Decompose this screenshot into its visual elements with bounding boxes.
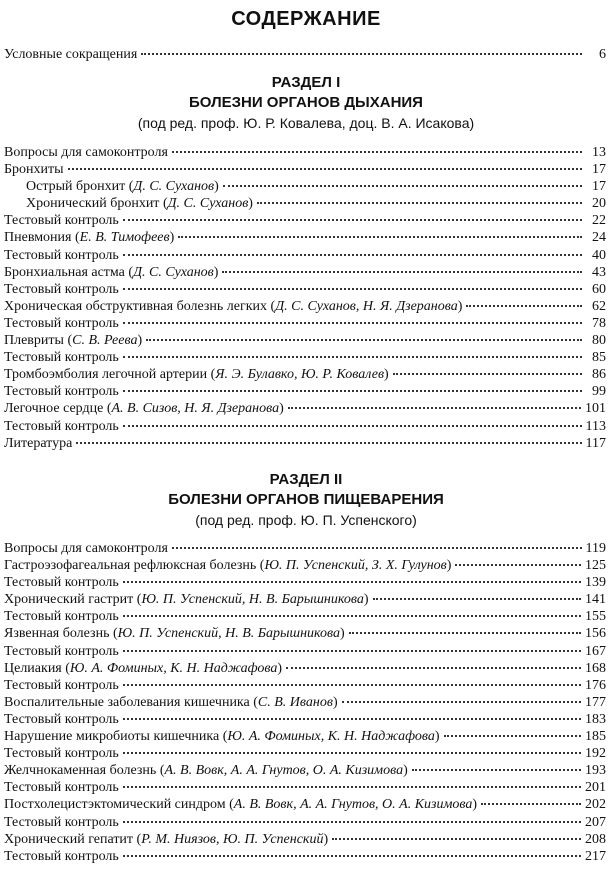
dot-leader — [444, 735, 581, 737]
toc-entry-title: Тестовый контроль — [4, 848, 119, 864]
toc-entry-text — [4, 315, 119, 332]
toc-entry-title: Тестовый контроль — [4, 418, 119, 434]
toc-page-number: 177 — [585, 694, 606, 710]
toc-entry[interactable] — [4, 281, 606, 298]
dot-leader — [123, 615, 581, 617]
toc-entry-text: Целиакия (Ю. А. Фоминых, К. Н. Наджафова) — [4, 660, 283, 676]
toc-entry-title: Тестовый контроль — [4, 247, 119, 263]
toc-entry-text: Язвенная болезнь (Ю. П. Успенский, Н. В. Барышникова) — [4, 626, 345, 642]
toc-entry-text: Пневмония (Е. В. Тимофеев) — [4, 230, 175, 246]
toc-entry-author: Ю. П. Успенский, Н. В. Барышникова — [141, 592, 364, 608]
dot-leader — [393, 373, 582, 375]
dot-leader — [286, 667, 581, 669]
toc-page-number: 183 — [585, 711, 606, 727]
dot-leader — [123, 219, 582, 221]
dot-leader — [123, 390, 582, 392]
section-2-title: БОЛЕЗНИ ОРГАНОВ ПИЩЕВАРЕНИЯ — [168, 491, 444, 508]
dot-leader — [178, 236, 582, 238]
toc-page-number: 201 — [585, 780, 606, 796]
toc-entry[interactable] — [4, 298, 606, 315]
toc-entry-author: Ю. П. Успенский, З. Х. Гулунов — [264, 558, 447, 574]
dot-leader — [412, 769, 581, 771]
toc-page-number: 155 — [585, 609, 606, 625]
toc-entry-title: Плевриты — [4, 333, 64, 349]
toc-entry[interactable] — [4, 796, 606, 813]
toc-entry-title: Хроническая обструктивная болезнь легких — [4, 298, 268, 314]
toc-entry[interactable] — [4, 418, 606, 435]
toc-page-number: 185 — [585, 729, 606, 745]
dot-leader — [123, 752, 581, 754]
toc-entry-author: А. В. Вовк, А. А. Гнутов, О. А. Кизимова — [233, 797, 473, 813]
toc-entry-title: Воспалительные заболевания кишечника — [4, 694, 250, 710]
toc-page-number: 40 — [592, 247, 606, 263]
dot-leader — [123, 718, 581, 720]
toc-entry-author: Е. В. Тимофеев — [79, 230, 170, 246]
toc-entry-author: Р. М. Ниязов, Ю. П. Успенский — [141, 831, 324, 847]
toc-page-number: 167 — [585, 643, 606, 659]
toc-entry[interactable] — [4, 229, 606, 246]
toc-entry[interactable] — [4, 831, 606, 848]
toc-entry-text — [4, 677, 119, 694]
toc-entry-text — [4, 745, 119, 762]
toc-entry[interactable] — [4, 608, 606, 625]
toc-entry-title: Тестовый контроль — [4, 281, 119, 297]
toc-entry-title: Бронхиты — [4, 162, 64, 178]
toc-page-number: 217 — [585, 848, 606, 864]
toc-entry[interactable] — [4, 315, 606, 332]
toc-entry-text: Нарушение микробиоты кишечника (Ю. А. Фоминых, К. Н. Наджафова) — [4, 729, 440, 745]
toc-entry-author: Ю. А. Фоминых, К. Н. Наджафова — [227, 729, 435, 745]
toc-entry[interactable] — [4, 625, 606, 642]
toc-entry-title: Вопросы для самоконтроля — [4, 541, 168, 556]
section-2-label: РАЗДЕЛ II — [269, 471, 343, 488]
toc-entry-title: Тестовый контроль — [4, 575, 119, 591]
toc-entry-title: Тромбоэмболия легочной артерии — [4, 367, 208, 383]
dot-leader — [223, 185, 582, 187]
toc-entry[interactable] — [4, 762, 606, 779]
toc-entry-text: Острый бронхит (Д. С. Суханов) — [26, 179, 219, 195]
toc-entry-author: Д. С. Суханов, Н. Я. Дзеранова — [275, 298, 458, 314]
toc-entry-author: С. В. Иванов — [257, 694, 333, 710]
toc-entry[interactable] — [4, 728, 606, 745]
toc-entry[interactable] — [4, 144, 606, 161]
toc-entry-text: Желчнокаменная болезнь (А. В. Вовк, А. А. Гнутов, О. А. Кизимова) — [4, 763, 408, 779]
toc-entry[interactable] — [4, 574, 606, 591]
toc-entry-title: Пневмония — [4, 230, 72, 246]
toc-entry[interactable] — [4, 660, 606, 677]
toc-page-number: 113 — [585, 418, 606, 434]
toc-entry-text: Хронический гепатит (Р. М. Ниязов, Ю. П. Успенский) — [4, 831, 329, 847]
toc-entry-text: Воспалительные заболевания кишечника (С. В. Иванов) — [4, 694, 338, 710]
toc-entry-text: Хронический гастрит (Ю. П. Успенский, Н. В. Барышникова) — [4, 592, 369, 608]
toc-entry[interactable] — [4, 848, 606, 865]
dot-leader — [481, 803, 581, 805]
toc-entry-text: Плевриты (С. В. Реева) — [4, 333, 143, 349]
dot-leader — [332, 838, 581, 840]
toc-page-number: 80 — [592, 333, 606, 349]
toc-entry[interactable] — [4, 694, 606, 711]
toc-entry-title: Острый бронхит — [26, 179, 126, 195]
dot-leader — [76, 442, 581, 444]
toc-entry-author: Д. С. Суханов — [133, 179, 215, 195]
toc-entry[interactable] — [4, 779, 606, 796]
toc-entry-text: Постхолецистэктомический синдром (А. В. Вовк, А. А. Гнутов, О. А. Кизимова) — [4, 797, 478, 813]
toc-page-number: 207 — [585, 814, 606, 830]
dot-leader — [123, 288, 582, 290]
toc-entry-text — [4, 418, 119, 435]
toc-page-number: 78 — [592, 315, 606, 331]
toc-entry-text: Легочное сердце (А. В. Сизов, Н. Я. Дзеранова) — [4, 401, 284, 417]
toc-entry-title: Постхолецистэктомический синдром — [4, 797, 226, 813]
toc-page-number: 62 — [592, 298, 606, 314]
dot-leader — [123, 322, 582, 324]
toc-page-number: 119 — [585, 541, 606, 556]
toc-entry-text — [4, 247, 119, 264]
toc-entry-text — [4, 349, 119, 366]
toc-page-number: 176 — [585, 677, 606, 693]
toc-entry[interactable] — [4, 435, 606, 452]
toc-entry[interactable] — [4, 643, 606, 660]
toc-page-number: 99 — [592, 384, 606, 400]
toc-page-number: 208 — [585, 831, 606, 847]
dot-leader — [172, 151, 582, 153]
toc-entry-text: Бронхиальная астма (Д. С. Суханов) — [4, 264, 219, 280]
toc-page-number: 156 — [585, 626, 606, 642]
toc-entry-title: Тестовый контроль — [4, 643, 119, 659]
toc-entry-author: Д. С. Суханов — [167, 196, 249, 212]
toc-entry-title: Тестовый контроль — [4, 315, 119, 331]
toc-entry[interactable] — [4, 161, 606, 178]
toc-page-number: 141 — [585, 592, 606, 608]
section-1-editors: (под ред. проф. Ю. Р. Ковалева, доц. В. А. Исакова) — [137, 115, 475, 131]
toc-entry-author: Д. С. Суханов — [133, 264, 214, 280]
toc-entry-text: Хроническая обструктивная болезнь легких (Д. С. Суханов, Н. Я. Дзеранова) — [4, 298, 463, 314]
toc-page-number: 43 — [592, 264, 606, 280]
dot-leader — [349, 632, 581, 634]
abbreviations-list — [4, 46, 606, 63]
toc-page-number: 24 — [592, 230, 606, 246]
toc-entry-title: Хронический бронхит — [26, 196, 160, 212]
toc-entry-title: Бронхиальная астма — [4, 264, 125, 280]
toc-entry-title: Язвенная болезнь — [4, 626, 110, 642]
dot-leader — [123, 684, 581, 686]
toc-entry-title: Желчнокаменная болезнь — [4, 763, 157, 779]
dot-leader — [123, 254, 582, 256]
toc-entry[interactable] — [4, 383, 606, 400]
toc-entry-text: Гастроэзофагеальная рефлюксная болезнь (Ю. П. Успенский, З. Х. Гулунов) — [4, 558, 452, 574]
toc-entry-title: Тестовый контроль — [4, 609, 119, 625]
toc-page-number: 20 — [592, 196, 606, 212]
toc-entry[interactable] — [4, 247, 606, 264]
toc-entry[interactable] — [4, 195, 606, 212]
toc-page-number: 86 — [592, 367, 606, 383]
dot-leader — [123, 425, 582, 427]
toc-page-number: 168 — [585, 660, 606, 676]
toc-entry-title: Вопросы для самоконтроля — [4, 145, 168, 160]
toc-entry[interactable] — [4, 677, 606, 694]
toc-entry[interactable] — [4, 400, 606, 417]
toc-entry-author: Я. Э. Булавко, Ю. Р. Ковалев — [215, 367, 385, 383]
toc-entry-title: Тестовый контроль — [4, 677, 119, 693]
toc-entry-text — [4, 643, 119, 660]
toc-entry[interactable] — [4, 332, 606, 349]
toc-entry-text — [4, 435, 72, 452]
toc-entry-text — [4, 540, 168, 557]
toc-page-number: 17 — [592, 162, 606, 178]
toc-entry-title: Тестовый контроль — [4, 780, 119, 796]
dot-leader — [123, 650, 581, 652]
toc-entry-text: Условные сокращения — [4, 47, 138, 62]
toc-entry-title: Нарушение микробиоты кишечника — [4, 729, 220, 745]
toc-entry[interactable] — [4, 212, 606, 229]
toc-entry[interactable] — [4, 557, 606, 574]
toc-entry-author: А. В. Вовк, А. А. Гнутов, О. А. Кизимова — [164, 763, 404, 779]
toc-entry-author: А. В. Сизов, Н. Я. Дзеранова — [111, 401, 280, 417]
toc-page-number: 202 — [585, 797, 606, 813]
toc-entry-text — [4, 383, 119, 400]
toc-entry-text — [4, 161, 64, 178]
toc-entry-title: Тестовый контроль — [4, 814, 119, 830]
toc-page-number: 139 — [585, 575, 606, 591]
dot-leader — [146, 339, 582, 341]
toc-page-number: 22 — [592, 213, 606, 229]
toc-page-number: 125 — [585, 558, 606, 574]
toc-entry-text — [4, 574, 119, 591]
dot-leader — [222, 271, 582, 273]
toc-entry-title: Тестовый контроль — [4, 384, 119, 400]
toc-page-number: 101 — [585, 401, 606, 417]
dot-leader — [455, 564, 581, 566]
toc-entry-abbreviations[interactable] — [4, 46, 606, 63]
section-1-title: БОЛЕЗНИ ОРГАНОВ ДЫХАНИЯ — [189, 94, 423, 111]
toc-entry-text — [4, 608, 119, 625]
toc-entry-author: С. В. Реева — [72, 333, 138, 349]
toc-entry-title: Тестовый контроль — [4, 213, 119, 229]
toc-entry[interactable] — [4, 745, 606, 762]
toc-entry-text — [4, 711, 119, 728]
section-2-editors: (под ред. проф. Ю. П. Успенского) — [195, 512, 417, 528]
toc-entry[interactable] — [4, 540, 606, 557]
toc-entry[interactable] — [4, 814, 606, 831]
page-title: СОДЕРЖАНИЕ — [231, 8, 381, 30]
section-1-label: РАЗДЕЛ I — [271, 74, 341, 91]
toc-page-number: 117 — [585, 435, 606, 451]
toc-entry[interactable] — [4, 591, 606, 608]
toc-entry-title: Хронический гепатит — [4, 831, 134, 847]
toc-page-number: 6 — [599, 47, 606, 62]
toc-entry[interactable] — [4, 366, 606, 383]
section-2-entries — [4, 540, 606, 865]
toc-entry-text — [4, 779, 119, 796]
toc-entry-title: Хронический гастрит — [4, 592, 134, 608]
toc-entry-title: Тестовый контроль — [4, 350, 119, 366]
dot-leader — [123, 786, 581, 788]
toc-page-number: 17 — [592, 179, 606, 195]
toc-entry-text — [4, 144, 168, 161]
dot-leader — [68, 168, 582, 170]
dot-leader — [123, 855, 581, 857]
toc-page-number: 13 — [592, 145, 606, 160]
section-1-entries — [4, 144, 606, 452]
toc-entry-text — [4, 281, 119, 298]
toc-entry-text — [4, 848, 119, 865]
toc-entry[interactable] — [4, 349, 606, 366]
dot-leader — [288, 407, 581, 409]
toc-page-number: 60 — [592, 281, 606, 297]
toc-entry-text — [4, 814, 119, 831]
toc-entry-text: Тромбоэмболия легочной артерии (Я. Э. Булавко, Ю. Р. Ковалев) — [4, 367, 389, 383]
toc-entry[interactable] — [4, 711, 606, 728]
toc-entry-title: Тестовый контроль — [4, 711, 119, 727]
toc-page-number: 193 — [585, 763, 606, 779]
dot-leader — [342, 701, 581, 703]
dot-leader — [141, 53, 582, 55]
toc-entry-text — [4, 212, 119, 229]
dot-leader — [257, 202, 582, 204]
toc-entry-title: Гастроэзофагеальная рефлюксная болезнь — [4, 558, 257, 574]
toc-entry-text: Хронический бронхит (Д. С. Суханов) — [26, 196, 253, 212]
toc-entry-title: Целиакия — [4, 660, 62, 676]
toc-entry[interactable] — [4, 264, 606, 281]
toc-page-number: 85 — [592, 350, 606, 366]
toc-entry[interactable] — [4, 178, 606, 195]
toc-entry-title: Тестовый контроль — [4, 746, 119, 762]
toc-entry-title: Легочное сердце — [4, 401, 104, 417]
dot-leader — [123, 821, 581, 823]
toc-entry-author: Ю. А. Фоминых, К. Н. Наджафова — [69, 660, 278, 676]
dot-leader — [466, 305, 582, 307]
toc-entry-title: Литература — [4, 435, 73, 451]
dot-leader — [123, 581, 581, 583]
dot-leader — [373, 598, 582, 600]
dot-leader — [123, 356, 582, 358]
toc-entry-author: Ю. П. Успенский, Н. В. Барышникова — [117, 626, 341, 642]
dot-leader — [172, 547, 582, 549]
toc-page-number: 192 — [585, 746, 606, 762]
